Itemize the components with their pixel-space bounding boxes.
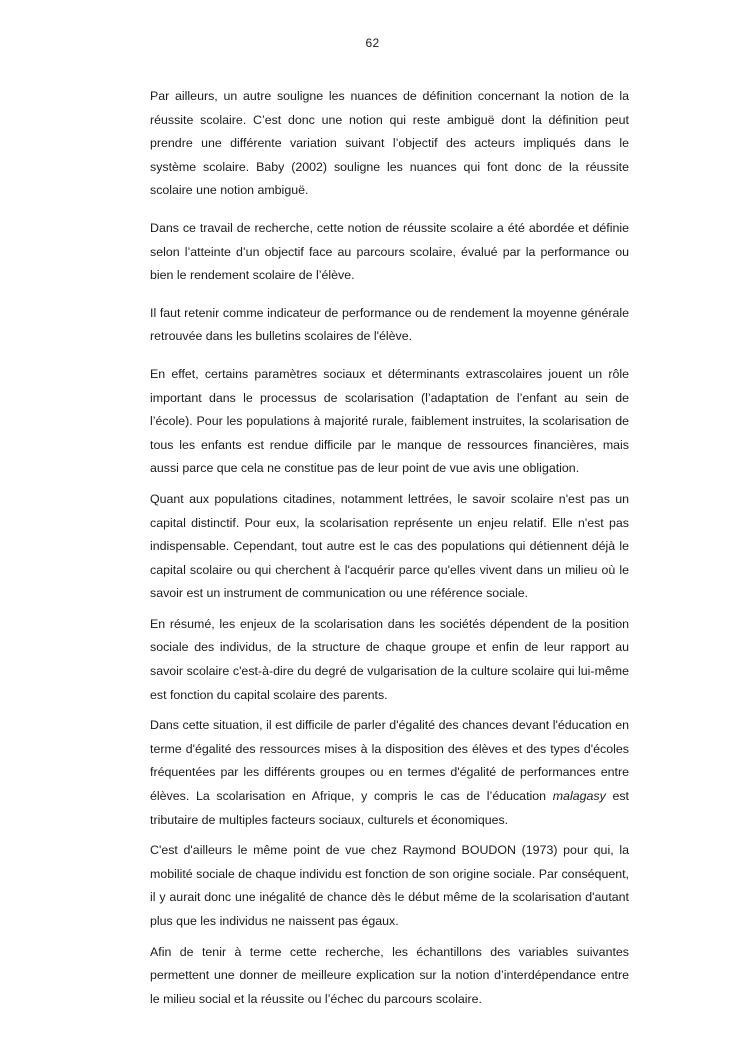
paragraph-5: Quant aux populations citadines, notamment lettrées, le savoir scolaire n'est pas un capital distinctif. Pour eux, la scolarisation représente un enjeu relatif. Elle n'est pas indispensable. Cependant, tout autre est le cas des populations qui détiennent déjà le capital scolaire ou qui cherchent à l'acquérir parce qu'elles vivent dans un milieu où le savoir est un instrument de communication ou une référence sociale. xyxy=(150,491,629,601)
paragraph-7-italic-term: malagasy xyxy=(552,789,606,804)
paragraph-8: C'est d'ailleurs le même point de vue chez Raymond BOUDON (1973) pour qui, la mobilité sociale de chaque individu est fonction de son origine sociale. Par conséquent, il y aurait donc une inégalité de chance dès le début même de la scolarisation d'autant plus que les individus ne naissent pas égaux. xyxy=(150,843,629,928)
paragraph-7-text-before: Dans cette situation, il est difficile de parler d'égalité des chances devant l'éducation en terme d'égalité des ressources mises à la disposition des élèves et des types d'écoles fréquentées par les différents groupes ou en termes d'égalité de performances entre élèves. La scolarisation en Afrique, y compris le cas de l’éducation xyxy=(150,718,629,804)
paragraph-6: En résumé, les enjeux de la scolarisation dans les sociétés dépendent de la position sociale des individus, de la structure de chaque groupe et enfin de leur rapport au savoir scolaire c'est-à-dire du degré de vulgarisation de la culture scolaire qui lui-même est fonction du capital scolaire des parents. xyxy=(150,616,629,702)
paragraph-7 xyxy=(150,714,629,832)
paragraph-7-text-after: est tributaire de multiples facteurs sociaux, culturels et économiques. xyxy=(150,789,629,827)
paragraph-9: Afin de tenir à terme cette recherche, les échantillons des variables suivantes permettent une donner de meilleure explication sur la notion d’interdépendance entre le milieu social et la réussite ou l’échec du parcours scolaire. xyxy=(150,944,629,1006)
paragraph-2: Dans ce travail de recherche, cette notion de réussite scolaire a été abordée et définie selon l’atteinte d’un objectif face au parcours scolaire, évalué par la performance ou bien le rendement scolaire de l’élève. xyxy=(150,220,629,283)
paragraph-1: Par ailleurs, un autre souligne les nuances de définition concernant la notion de la réussite scolaire. C’est donc une notion qui reste ambiguë dont la définition peut prendre une différente variation suivant l’objectif des acteurs impliqués dans le système scolaire. Baby (2002) souligne les nuances qui font donc de la réussite scolaire une notion ambiguë. xyxy=(150,89,629,198)
page-number: 62 xyxy=(365,36,380,50)
paragraph-3: Il faut retenir comme indicateur de performance ou de rendement la moyenne générale retrouvée dans les bulletins scolaires de l'élève. xyxy=(150,305,629,344)
paragraph-4: En effet, certains paramètres sociaux et déterminants extrascolaires jouent un rôle important dans le processus de scolarisation (l’adaptation de l’enfant au sein de l’école). Pour les populations à majorité rurale, faiblement instruites, la scolarisation de tous les enfants est rendue difficile par le manque de ressources financières, mais aussi parce que cela ne constitue pas de leur point de vue avis une obligation. xyxy=(150,366,629,476)
document-body xyxy=(150,85,629,1011)
